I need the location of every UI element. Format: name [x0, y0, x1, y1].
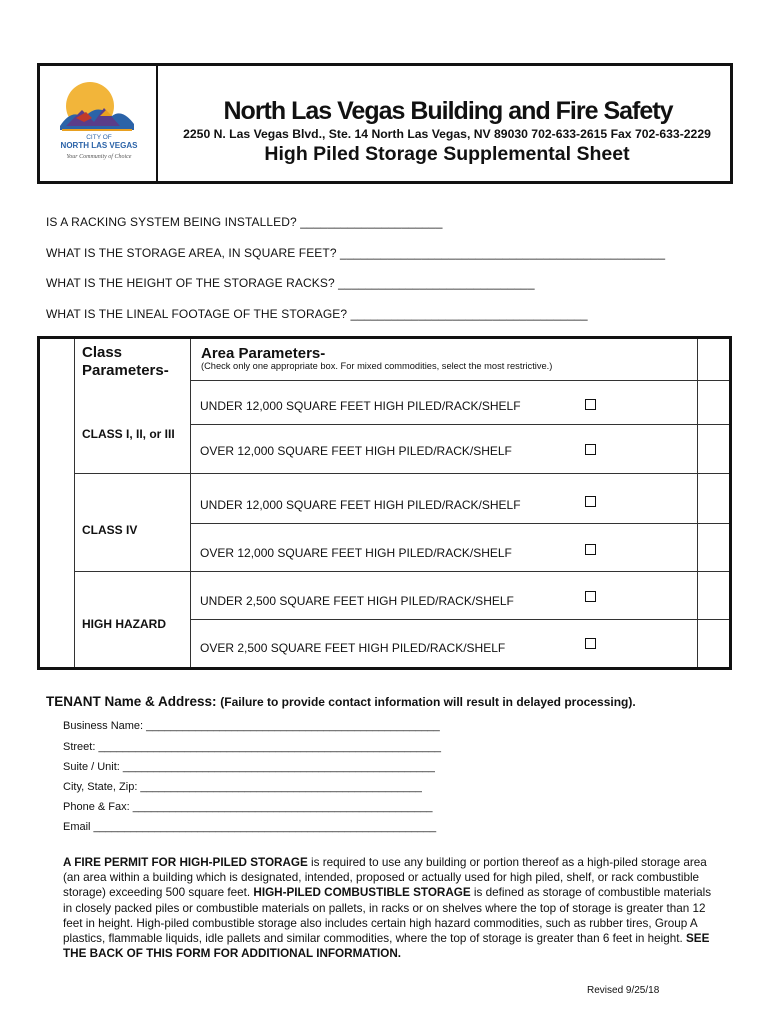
- question-rack-height[interactable]: WHAT IS THE HEIGHT OF THE STORAGE RACKS? _____________________________: [46, 276, 535, 290]
- permit-info-paragraph: [63, 855, 723, 961]
- business-name-field[interactable]: Business Name: ________________________________________________: [63, 720, 440, 732]
- option-row-label: UNDER 12,000 SQUARE FEET HIGH PILED/RACK/SHELF: [200, 399, 521, 413]
- class-label-high-hazard: HIGH HAZARD: [82, 617, 166, 631]
- table-row-divider: [190, 619, 729, 620]
- option-checkbox[interactable]: [585, 544, 596, 555]
- option-row-label: UNDER 2,500 SQUARE FEET HIGH PILED/RACK/SHELF: [200, 594, 514, 608]
- page-title: North Las Vegas Building and Fire Safety: [223, 97, 673, 125]
- city-logo: [42, 68, 154, 180]
- table-row-divider: [74, 571, 729, 572]
- class-label-1-3: CLASS I, II, or III: [82, 427, 175, 441]
- permit-bold-1: A FIRE PERMIT FOR HIGH-PILED STORAGE: [63, 856, 308, 869]
- tenant-heading-label: TENANT Name & Address:: [46, 694, 217, 709]
- option-checkbox[interactable]: [585, 638, 596, 649]
- class-parameters-header: [82, 344, 169, 380]
- logo-cell: [40, 66, 158, 181]
- option-row-label: OVER 12,000 SQUARE FEET HIGH PILED/RACK/SHELF: [200, 444, 512, 458]
- permit-text-2: is defined as storage of combustible materials in closely packed piles or combustible materials on pallets, in racks or on shelves where the top of storage is greater than 12 feet in height. High-piled combustible storage also includes certain high hazard commodities, such as rubber tires, Group A plastics, flammable liquids, idle pallets and similar commodities, where the top of storage is greater than 6 feet in height.: [63, 886, 712, 946]
- logo-text-nlv: NORTH LAS VEGAS: [60, 141, 138, 150]
- phone-fax-field[interactable]: Phone & Fax: _________________________________________________: [63, 801, 433, 813]
- option-checkbox[interactable]: [585, 399, 596, 410]
- table-divider: [190, 339, 191, 667]
- class-label-4: CLASS IV: [82, 523, 138, 537]
- class-header-line2: Parameters-: [82, 362, 169, 379]
- permit-text-1: is required to use any building or portion thereof as a high-piled storage area (an area within a building which is designated, intended, proposed or actually used for high piled, shelf, or rack combustible storage) exceeding 500 square feet.: [63, 856, 707, 900]
- form-subtitle: High Piled Storage Supplemental Sheet: [264, 143, 630, 165]
- question-storage-area[interactable]: WHAT IS THE STORAGE AREA, IN SQUARE FEET? ________________________________________________: [46, 246, 666, 260]
- suite-unit-field[interactable]: Suite / Unit: ___________________________________________________: [63, 761, 435, 773]
- option-row-label: UNDER 12,000 SQUARE FEET HIGH PILED/RACK/SHELF: [200, 498, 521, 512]
- table-row-divider: [190, 424, 729, 425]
- option-checkbox[interactable]: [585, 496, 596, 507]
- revision-date: Revised 9/25/18: [587, 985, 660, 996]
- email-field[interactable]: Email ________________________________________________________: [63, 821, 437, 833]
- table-divider: [697, 339, 698, 667]
- permit-bold-3: SEE THE BACK OF THIS FORM FOR ADDITIONAL INFORMATION.: [63, 932, 710, 961]
- tenant-heading: [46, 694, 636, 709]
- table-row-divider: [190, 523, 729, 524]
- option-checkbox[interactable]: [585, 591, 596, 602]
- area-parameters-header: Area Parameters-: [201, 345, 326, 362]
- class-header-line1: Class: [82, 344, 123, 361]
- table-row-divider: [190, 380, 729, 381]
- table-row-divider: [74, 473, 729, 474]
- question-racking[interactable]: IS A RACKING SYSTEM BEING INSTALLED? _____________________: [46, 215, 443, 229]
- header-box: [37, 63, 733, 184]
- option-row-label: OVER 12,000 SQUARE FEET HIGH PILED/RACK/SHELF: [200, 546, 512, 560]
- street-field[interactable]: Street: ________________________________________________________: [63, 741, 442, 753]
- logo-text-city: CITY OF: [86, 134, 112, 141]
- city-state-zip-field[interactable]: City, State, Zip: ______________________________________________: [63, 781, 422, 793]
- permit-bold-2: HIGH-PILED COMBUSTIBLE STORAGE: [253, 886, 471, 900]
- option-row-label: OVER 2,500 SQUARE FEET HIGH PILED/RACK/SHELF: [200, 641, 506, 655]
- area-parameters-note: (Check only one appropriate box. For mixed commodities, select the most restrictive.): [201, 361, 553, 371]
- question-lineal-footage[interactable]: WHAT IS THE LINEAL FOOTAGE OF THE STORAGE? ___________________________________: [46, 307, 588, 321]
- option-checkbox[interactable]: [585, 444, 596, 455]
- logo-tagline: Your Community of Choice: [66, 154, 132, 160]
- office-address: 2250 N. Las Vegas Blvd., Ste. 14 North Las Vegas, NV 89030 702-633-2615 Fax 702-633-2229: [183, 127, 711, 141]
- table-divider: [74, 339, 75, 667]
- tenant-heading-note: (Failure to provide contact information will result in delayed processing).: [220, 695, 636, 709]
- storage-class-table: [37, 336, 732, 670]
